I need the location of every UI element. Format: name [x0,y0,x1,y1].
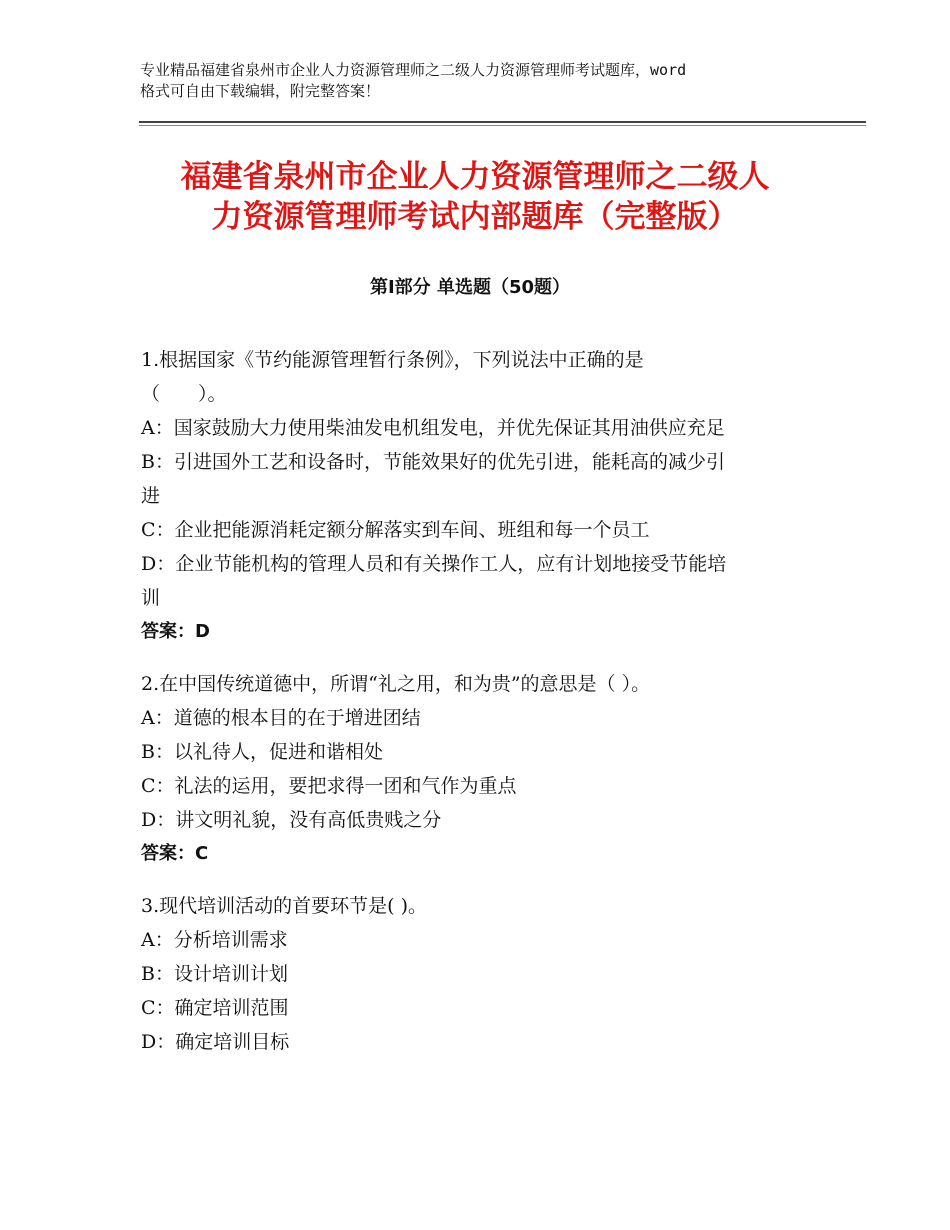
option-line: B：设计培训计划 [141,963,288,985]
document-title-line: 福建省泉州市企业人力资源管理师之二级人 [180,159,770,195]
option-line: 训 [141,587,161,609]
question-item [141,889,811,1059]
option-line: B：引进国外工艺和设备时，节能效果好的优先引进，能耗高的减少引 [141,451,725,473]
option-line: C：企业把能源消耗定额分解落实到车间、班组和每一个员工 [141,519,650,541]
option-line: C：礼法的运用，要把求得一团和气作为重点 [141,775,517,797]
question-stem: （ ）。 [141,383,227,405]
question-stem: 2.在中国传统道德中，所谓“礼之用，和为贵”的意思是（ ）。 [141,673,651,695]
section-title: 第Ⅰ部分 单选题（50题） [369,277,570,298]
option-line: C：确定培训范围 [141,997,289,1019]
option-line: A：分析培训需求 [141,929,288,951]
header-divider-thin [139,125,866,126]
question-stem: 1.根据国家《节约能源管理暂行条例》，下列说法中正确的是 [141,349,644,371]
answer-line: 答案：C [141,843,209,864]
option-line: D：讲文明礼貌，没有高低贵贱之分 [141,809,442,831]
document-title-line: 力资源管理师考试内部题库（完整版） [211,199,739,235]
header-note [140,60,830,102]
question-item [141,343,811,649]
option-line: B：以礼待人，促进和谐相处 [141,741,383,763]
option-line: A：国家鼓励大力使用柴油发电机组发电，并优先保证其用油供应充足 [141,417,725,439]
header-note-line: 格式可自由下载编辑，附完整答案！ [140,82,381,100]
option-line: 进 [141,485,161,507]
question-stem: 3.现代培训活动的首要环节是( )。 [141,895,427,917]
header-divider [139,121,866,123]
document-title [120,157,830,237]
option-line: D：确定培训目标 [141,1031,290,1053]
header-note-line: 专业精品福建省泉州市企业人力资源管理师之二级人力资源管理师考试题库，word [140,61,687,79]
option-line: A：道德的根本目的在于增进团结 [141,707,421,729]
question-item [141,667,811,871]
question-list [141,343,811,1077]
option-line: D：企业节能机构的管理人员和有关操作工人，应有计划地接受节能培 [141,553,727,575]
answer-line: 答案：D [141,621,210,642]
